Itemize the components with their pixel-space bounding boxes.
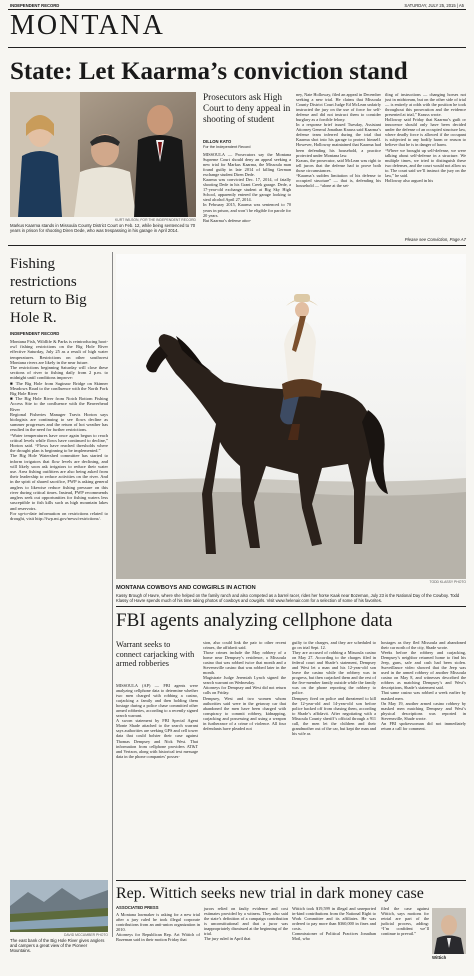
lead-photo-caption: Markus Kaarma stands in Missoula County District Court on Feb. 12, while being sentenced to 70 years in prison for shooting Diren Dede, who was trespassing in his garage in April 2014. — [10, 223, 196, 233]
section-title: MONTANA — [10, 10, 165, 41]
section-rule — [8, 47, 466, 48]
fbi-headline: FBI agents analyzing cellphone data — [116, 610, 393, 631]
wittich-photo-caption: Wittich — [432, 955, 447, 960]
cowboy-caption-title: MONTANA COWBOYS AND COWGIRLS IN ACTION — [116, 585, 256, 591]
wittich-body-col4: filed the case against Wittich, says motions for retrial are part of the judicial process, adding: “I’m confident we’ll continue to prevail.” — [381, 906, 429, 937]
lead-jump-line: Please see Conviction, Page A7 — [404, 237, 466, 242]
lead-byline-org: For the Independent Record — [203, 144, 251, 149]
fbi-body-col1: MISSOULA (AP) — FBI agents were analyzing cellphone data to determine whether two men charged with robbing a casino, carjacking a family and then holding them hostage during a police chase committed other armed robberies, according to a recently signed search warrant. A sworn statement by FBI Special Agent Monte Shade attached to the search warrant says authorities are seeking GPS and cell tower data that could bolster their case against Thomas Dempsey and Nick West. That information from cellphone providers AT&T and Verizon, along with historical text message data in the phone companies’ posses- — [116, 683, 198, 759]
fbi-body-col4: hostages as they fled Missoula and abandoned their car north of the city, Shade wrote. Weeks before the robbery and carjacking, Dempsey’s neighbor returned home to find his Jeep, guns, safe and cash had been stolen. Surveillance video showed that the Jeep was used in the armed robbery of another Missoula casino on May 8, and witnesses described the robbers as matching Dempsey’s and West’s descriptions, Shade’s statement said. That same casino was robbed a week earlier by masked men. On May 19, another armed casino robbery by masked men matching Dempsey and West’s physical descriptions was reported in Stevensville, Shade wrote. An FBI spokeswoman did not immediately return a call for comment. — [381, 640, 466, 731]
lead-deck: Prosecutors ask High Court to deny appeal in shooting of student — [203, 93, 291, 125]
fishing-byline-name: INDEPENDENT RECORD — [10, 331, 60, 336]
wittich-body-col3: Wittich took $19,599 in illegal and unreported in-kind contributions from the National Right to Work Committee and its affiliates. He was ordered to pay more than $360,000 in fines and costs. Commissioner of Political Practices Jonathan Motl, who — [292, 906, 376, 942]
lead-text-col1: MISSOULA — Prosecutors say the Montana Supreme Court should deny an appeal seeking a new trial for Markus Kaarma, the Missoula man found guilty in late 2014 of killing German exchange student Diren Dede. Kaarma was convicted Dec. 17, 2014, of fatally shooting Dede in his Grant Creek garage. Dede, a 17-year-old exchange student at Big Sky High School, apparently entered the garage looking to steal alcohol April 27, 2014. In February 2015, Kaarma was sentenced to 70 years in prison, and won’t be eligible for parole for 20 years. But Kaarma’s defense attor- — [203, 152, 291, 223]
header-paper-name: INDEPENDENT RECORD — [10, 3, 60, 8]
fishing-photo-caption: The east bank of the Big Hole River gives anglers and campers a great view of the Pioneer Mountains. — [10, 938, 105, 953]
lead-byline — [203, 140, 295, 149]
cowboy-caption: Kassy Brough of Havre, where she helped on the family ranch and also competed as a barrel racer, rides her horse Kaak near Bozeman, July 23 is the National Day of the Cowboy. Todd Klassy of Havre spends much of his time taking photos of cowboys and cowgirls. Visit www.helenair.com for a selection of some of his favorites. — [116, 593, 460, 603]
lead-body-col2: ney, Nate Holloway, filed an appeal in December seeking a new trial. He claims that Missoula County District Court Judge Ed McLean unfairly instructed the jury on the use of force for self-defense and did not instruct them to consider burglary as a forcible felony. In a response brief issued Tuesday, Assistant Attorney General Jonathan Krauss said Kaarma’s defense team inferred during the trial that Kaarma shot into his garage to protect himself. However, Holloway maintained that Kaarma had been defending his household, a practice protected under Montana law. Krauss, the prosecutor, said McLean was right to tell jurors that the defense had to prove both those circumstances. “Kaarma’s sudden limitation of his defense to occupied structure” — that is, defending his household — “alone at the set- — [296, 92, 381, 188]
fishing-headline: Fishing restrictions return to Big Hole R. — [10, 256, 87, 326]
wittich-photo — [432, 908, 466, 954]
fishing-body: Montana Fish, Wildlife & Parks is reintroducing hoot-owl fishing restrictions on the Big Hole River effective Saturday, July 25 as a result of high water temperatures. Restrictions on other southwest Montana rivers are likely in the near future. The restrictions beginning Saturday will close these sections of river to fishing daily from 2 p.m. to midnight until conditions improve: ■ The Big Hole from Saginaw Bridge on Skinner Meadows Road to the confluence with the North Fork Big Hole River ■ The Big Hole River from Notch Bottom Fishing Access Site to the confluence with the Beaverhead River Regional Fisheries Manager Travis Horton says biologists are continuing to see flows decline as summer progresses and the return of hot weather has resulted in the need for further restrictions. “Water temperatures have once again begun to reach critical levels while flows have continued to decline,” Horton said. “Flows have reached thresholds where the drought plan is beginning to be implemented.” The Big Hole Watershed committee has started to inform irrigators that flow levels are declining, and will likely soon ask irrigators to reduce their water use. Area fishing outfitters are also being asked from their leadership to reduce activities on the river. And in the spirit of shared sacrifice, FWP is asking general anglers to likewise reduce fishing pressure on this river during critical times. Instead, FWP recommends anglers seek out opportunities for fishing waters less susceptible to fish kills such as high mountain lakes and reservoirs. For up-to-date information on restrictions related to drought, visit http://fwp.mt.gov/news/restrictions/. — [10, 339, 108, 521]
cowboy-photo — [116, 254, 466, 579]
fbi-body-col2: sion, also could link the pair to other recent crimes, the affidavit said. Those crimes include the May robbery of a home near Dempsey’s residence, a Missoula casino that was robbed twice that month and a Stevensville casino that was robbed later in the month. Magistrate Judge Jeremiah Lynch signed the search warrant on Wednesday. Attorneys for Dempsey and West did not return calls on Friday. Dempsey, West and two women whom authorities said were in the getaway car that abandoned the men have been charged with conspiracy to commit robbery, kidnapping, carjacking and possessing and using a weapon in furtherance of a crime of violence. All four defendants have pleaded not — [203, 640, 286, 731]
fbi-body-col3: guilty to the charges, and they are scheduled to go on trial Sept. 12. They are accused of robbing a Missoula casino on May 27. According to the charges filed in federal court and Shade’s statement, Dempsey and West let a man and his 12-year-old son leave the casino while the robbery was in progress, but then carjacked them and the rest of the five-member family outside while the family was on the phone reporting the robbery to police. Dempsey fired on police and threatened to kill the 12-year-old and 14-year-old son before police backed off from chasing them, according to Shade’s affidavit. After negotiating with a Missoula County sheriff’s official through a 911 call, the men let the children and their grandmother out of the car, but kept the man and his wife as — [292, 640, 376, 736]
fishing-byline — [10, 332, 110, 337]
lead-photo — [10, 92, 196, 217]
lead-photo-credit: KURT WILSON, FOR THE INDEPENDENT RECORD — [115, 218, 196, 222]
wittich-byline — [116, 906, 200, 911]
header-date-page: SATURDAY, JULY 25, 2015 | A5 — [404, 3, 464, 8]
fishing-photo-credit: DAVID MCCUMBER PHOTO — [64, 933, 108, 937]
section-divider-1 — [8, 245, 466, 246]
wittich-body-col1: A Montana lawmaker is asking for a new trial after a jury ruled he took illegal corporate contributions from an anti-union organization in 2010. Attorneys for Republican Rep. Art Wittich of Bozeman said in their motion Friday that — [116, 912, 200, 943]
cowboy-photo-credit: TODD KLASSY PHOTO — [429, 580, 466, 584]
column-divider — [112, 252, 113, 937]
lead-byline-name: DILLON KATO — [203, 139, 232, 144]
lead-body-col1 — [203, 152, 291, 223]
section-divider-2 — [116, 606, 466, 607]
lead-headline: State: Let Kaarma’s conviction stand — [10, 58, 408, 85]
wittich-body-col2: jurors relied on faulty evidence and cost estimates provided by a witness. They also said the state’s definition of a campaign contribution is unconstitutional and that a juror was inappropriately dismissed at the beginning of the trial. The jury ruled in April that — [204, 906, 289, 942]
wittich-byline-name: ASSOCIATED PRESS — [116, 905, 159, 910]
lead-body-col3: tling of instructions — changing horses not just in midstream, but on the other side of trial — is entirely at odds with the position he took throughout this prosecution and the evidence presented at trial,” Krauss wrote. Holloway said Friday that Kaarma’s guilt or innocence should only have been decided under the defense of an occupied structure law, where deadly force is allowed if the occupant is subjected to any bodily harm or reason to believe that he is in danger of harm. “Where we brought up self-defense, we were talking about self-defense in a structure. We multiple times, we tried to distinguish these two defenses, and the court would not allow us to. The court said we’ll instruct the jury on the law,” he said. Holloway also argued in his — [385, 92, 466, 183]
wittich-headline: Rep. Wittich seeks new trial in dark money case — [116, 885, 424, 902]
fishing-photo — [10, 880, 108, 932]
section-divider-3 — [116, 880, 466, 881]
fbi-deck: Warrant seeks to connect carjacking with armed robberies — [116, 640, 195, 669]
